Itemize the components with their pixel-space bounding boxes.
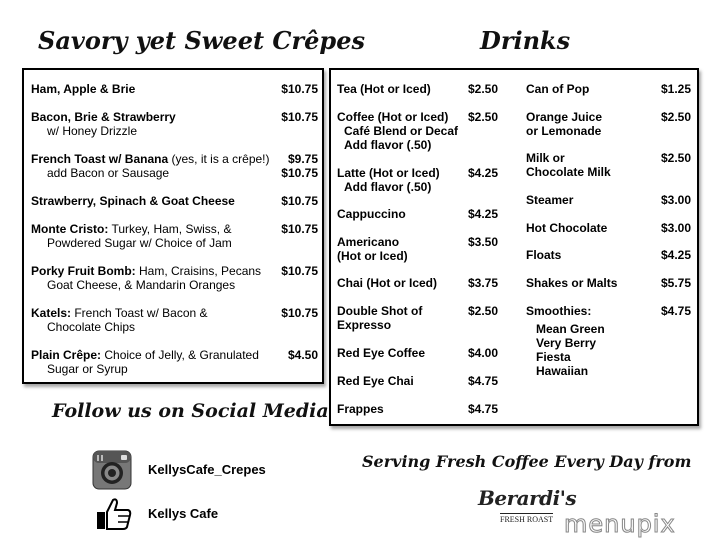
crepe-item-title: Monte Cristo: bbox=[31, 222, 109, 236]
drink-item-name: Steamer bbox=[526, 193, 574, 207]
drink-item-name: Chai (Hot or Iced) bbox=[337, 276, 438, 290]
drink-item-name: Orange Juice bbox=[526, 110, 603, 124]
drink-item-name: Milk or bbox=[526, 151, 565, 165]
drink-item-name: Coffee (Hot or Iced) bbox=[337, 110, 449, 124]
crepe-item-price: $10.75 bbox=[281, 194, 318, 208]
drink-item-price: $4.25 bbox=[468, 166, 499, 180]
crepe-item-note: French Toast w/ Bacon & bbox=[71, 306, 208, 320]
crepe-item-name: Bacon, Brie & Strawberry bbox=[31, 110, 176, 124]
crepe-item-note: Choice of Jelly, & Granulated bbox=[101, 348, 259, 362]
drink-item-name: Hot Chocolate bbox=[526, 221, 608, 235]
drink-item-price: $4.75 bbox=[468, 374, 499, 388]
crepe-item-detail: Sugar or Syrup bbox=[47, 362, 128, 376]
drink-item-name: Red Eye Coffee bbox=[337, 346, 426, 360]
drink-item-name: Frappes bbox=[337, 402, 384, 416]
drink-item-name: Cappuccino bbox=[337, 207, 406, 221]
smoothie-flavor: Very Berry bbox=[536, 336, 597, 350]
drink-item-name: Red Eye Chai bbox=[337, 374, 414, 388]
drink-item-detail: Expresso bbox=[337, 318, 392, 332]
crepe-item-name bbox=[31, 222, 231, 236]
drink-item-detail: Add flavor (.50) bbox=[344, 138, 432, 152]
drink-item-detail: Chocolate Milk bbox=[526, 165, 611, 179]
crepes-menu-box bbox=[22, 68, 324, 384]
crepe-item-price: $4.50 bbox=[287, 348, 318, 362]
drink-item-price: $1.25 bbox=[660, 82, 691, 96]
crepes-heading: Savory yet Sweet Crêpes bbox=[38, 26, 365, 55]
drink-item-price: $4.00 bbox=[468, 346, 499, 360]
drink-item-detail: Café Blend or Decaf bbox=[344, 124, 459, 138]
logo-name: Berardi's bbox=[478, 486, 577, 510]
berardis-logo bbox=[478, 486, 577, 528]
crepe-item-note: (yes, it is a crêpe!) bbox=[168, 152, 270, 166]
crepe-item-name: Strawberry, Spinach & Goat Cheese bbox=[31, 194, 235, 208]
crepe-item-detail: Powdered Sugar w/ Choice of Jam bbox=[47, 236, 232, 250]
drink-item-name: Double Shot of bbox=[337, 304, 423, 318]
crepe-item-price: $10.75 bbox=[281, 110, 318, 124]
crepe-item-title: Plain Crêpe: bbox=[31, 348, 102, 362]
crepe-item-name bbox=[31, 264, 261, 278]
crepe-item-name: Ham, Apple & Brie bbox=[31, 82, 136, 96]
crepe-item-price: $10.75 bbox=[281, 82, 318, 96]
smoothie-flavor: Mean Green bbox=[536, 322, 605, 336]
drink-item-detail: (Hot or Iced) bbox=[337, 249, 408, 263]
crepe-item-name bbox=[31, 348, 259, 362]
drink-item-name: Can of Pop bbox=[526, 82, 590, 96]
drink-item-price: $2.50 bbox=[468, 110, 499, 124]
crepe-item-note: Ham, Craisins, Pecans bbox=[135, 264, 262, 278]
serving-heading: Serving Fresh Coffee Every Day from bbox=[362, 452, 692, 471]
facebook-handle[interactable]: Kellys Cafe bbox=[148, 506, 219, 521]
smoothie-flavor: Hawaiian bbox=[536, 364, 589, 378]
drink-item-price: $2.50 bbox=[468, 304, 499, 318]
crepe-item-detail: add Bacon or Sausage bbox=[47, 166, 170, 180]
menupix-watermark: menupix bbox=[564, 510, 676, 538]
crepe-item-name bbox=[31, 306, 208, 320]
crepe-item-price: $9.75 bbox=[287, 152, 318, 166]
drink-item-price: $3.00 bbox=[660, 193, 691, 207]
drink-item-name: Latte (Hot or Iced) bbox=[337, 166, 440, 180]
drink-item-name: Tea (Hot or Iced) bbox=[337, 82, 431, 96]
drink-item-price: $2.50 bbox=[468, 82, 499, 96]
drink-item-price: $4.75 bbox=[660, 304, 691, 318]
instagram-handle[interactable]: KellysCafe_Crepes bbox=[148, 462, 266, 477]
crepe-item-price: $10.75 bbox=[281, 306, 318, 320]
drink-item-price: $3.50 bbox=[468, 235, 499, 249]
camera-icon[interactable] bbox=[92, 450, 132, 490]
drink-item-name: Americano bbox=[337, 235, 400, 249]
crepe-item-detail: Goat Cheese, & Mandarin Oranges bbox=[47, 278, 236, 292]
crepe-item-price: $10.75 bbox=[281, 264, 318, 278]
crepe-item-note: Turkey, Ham, Swiss, & bbox=[108, 222, 232, 236]
logo-tagline: FRESH ROAST bbox=[500, 515, 554, 524]
crepe-item-title: French Toast w/ Banana bbox=[31, 152, 169, 166]
drink-item-detail: or Lemonade bbox=[526, 124, 602, 138]
drink-item-name: Floats bbox=[526, 248, 562, 262]
drink-item-price: $3.75 bbox=[468, 276, 499, 290]
drink-item-name: Smoothies: bbox=[526, 304, 592, 318]
drink-item-name: Shakes or Malts bbox=[526, 276, 618, 290]
drink-item-price: $5.75 bbox=[660, 276, 691, 290]
crepe-item-detail: w/ Honey Drizzle bbox=[47, 124, 138, 138]
drink-item-price: $2.50 bbox=[660, 110, 691, 124]
drink-item-price: $4.25 bbox=[468, 207, 499, 221]
crepe-item-title: Porky Fruit Bomb: bbox=[31, 264, 136, 278]
drink-item-price: $3.00 bbox=[660, 221, 691, 235]
drink-item-price: $4.25 bbox=[660, 248, 691, 262]
drinks-menu-box bbox=[329, 68, 699, 426]
drinks-heading: Drinks bbox=[480, 26, 571, 55]
drink-item-detail: Add flavor (.50) bbox=[344, 180, 432, 194]
smoothie-flavor: Fiesta bbox=[536, 350, 571, 364]
thumbs-up-icon[interactable] bbox=[96, 497, 132, 531]
follow-heading: Follow us on Social Media bbox=[52, 400, 329, 422]
crepe-item-detail: Chocolate Chips bbox=[47, 320, 136, 334]
crepe-item-price: $10.75 bbox=[281, 222, 318, 236]
crepe-item-price-addon: $10.75 bbox=[281, 166, 318, 180]
drink-item-price: $2.50 bbox=[660, 151, 691, 165]
drink-item-price: $4.75 bbox=[468, 402, 499, 416]
crepe-item-name bbox=[31, 152, 270, 166]
crepe-item-title: Katels: bbox=[31, 306, 72, 320]
